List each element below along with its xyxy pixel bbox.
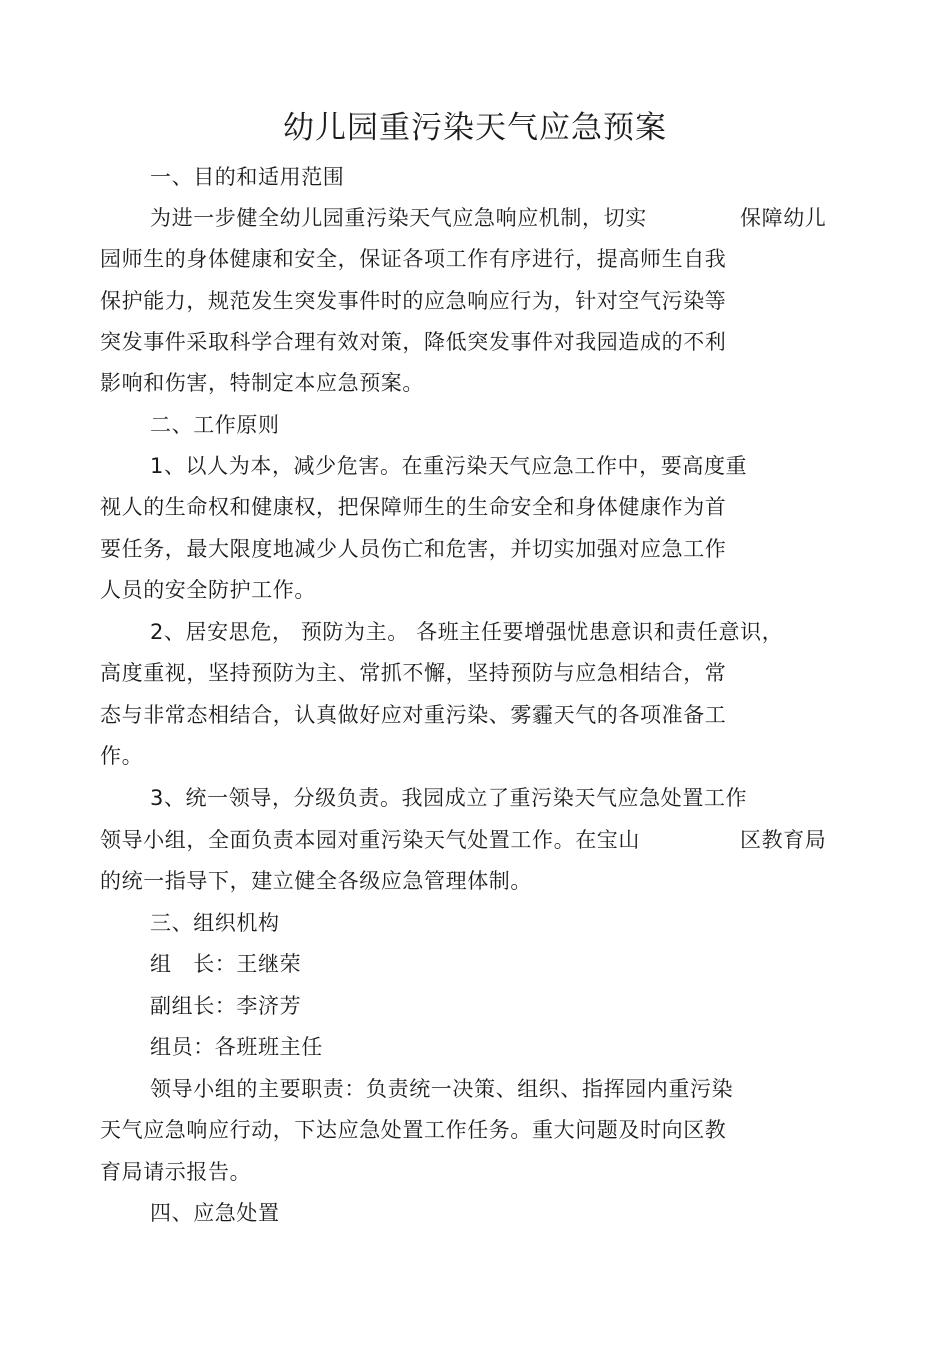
paragraph-line: 视人的生命权和健康权，把保障师生的生命安全和身体健康作为首	[100, 495, 727, 519]
paragraph-line: 园师生的身体健康和安全，保证各项工作有序进行，提高师生自我	[100, 247, 727, 271]
paragraph-line: 1、以人为本，减少危害。在重污染天气应急工作中，要高度重	[150, 454, 748, 478]
paragraph-line: 的统一指导下，建立健全各级应急管理体制。	[100, 869, 532, 893]
paragraph-line-fragment: 区教育局	[740, 828, 827, 852]
paragraph-line: 影响和伤害，特制定本应急预案。	[100, 371, 424, 395]
paragraph-line: 高度重视，坚持预防为主、常抓不懈，坚持预防与应急相结合，常	[100, 661, 727, 685]
paragraph-line: 为进一步健全幼儿园重污染天气应急响应机制，切实	[150, 206, 647, 230]
document-title: 幼儿园重污染天气应急预案	[283, 110, 667, 146]
paragraph-line: 育局请示报告。	[100, 1160, 252, 1184]
paragraph-line: 领导小组，全面负责本园对重污染天气处置工作。在宝山	[100, 828, 640, 852]
org-deputy-leader: 副组长：李济芳	[150, 994, 302, 1018]
paragraph-line: 突发事件采取科学合理有效对策，降低突发事件对我园造成的不利	[100, 330, 727, 354]
paragraph-line: 领导小组的主要职责：负责统一决策、组织、指挥园内重污染	[150, 1077, 734, 1101]
paragraph-line: 天气应急响应行动，下达应急处置工作任务。重大问题及时向区教	[100, 1118, 727, 1142]
paragraph-line: 保护能力，规范发生突发事件时的应急响应行为，针对空气污染等	[100, 289, 727, 313]
section-heading-principles: 二、工作原则	[150, 413, 280, 437]
paragraph-line: 3、统一领导，分级负责。我园成立了重污染天气应急处置工作	[150, 786, 748, 810]
paragraph-line-fragment: 保障幼儿	[740, 206, 827, 230]
paragraph-line: 要任务，最大限度地减少人员伤亡和危害，并切实加强对应急工作	[100, 537, 727, 561]
paragraph-line: 态与非常态相结合，认真做好应对重污染、雾霾天气的各项准备工	[100, 703, 727, 727]
section-heading-purpose: 一、目的和适用范围	[150, 165, 345, 189]
paragraph-line: 作。	[100, 744, 144, 768]
paragraph-line: 2、居安思危， 预防为主。 各班主任要增强忧患意识和责任意识，	[150, 620, 784, 644]
paragraph-line: 人员的安全防护工作。	[100, 578, 316, 602]
section-heading-organization: 三、组织机构	[150, 911, 280, 935]
org-members: 组员：各班班主任	[150, 1035, 323, 1059]
org-leader: 组 长：王继荣	[150, 952, 302, 976]
section-heading-emergency: 四、应急处置	[150, 1201, 280, 1225]
